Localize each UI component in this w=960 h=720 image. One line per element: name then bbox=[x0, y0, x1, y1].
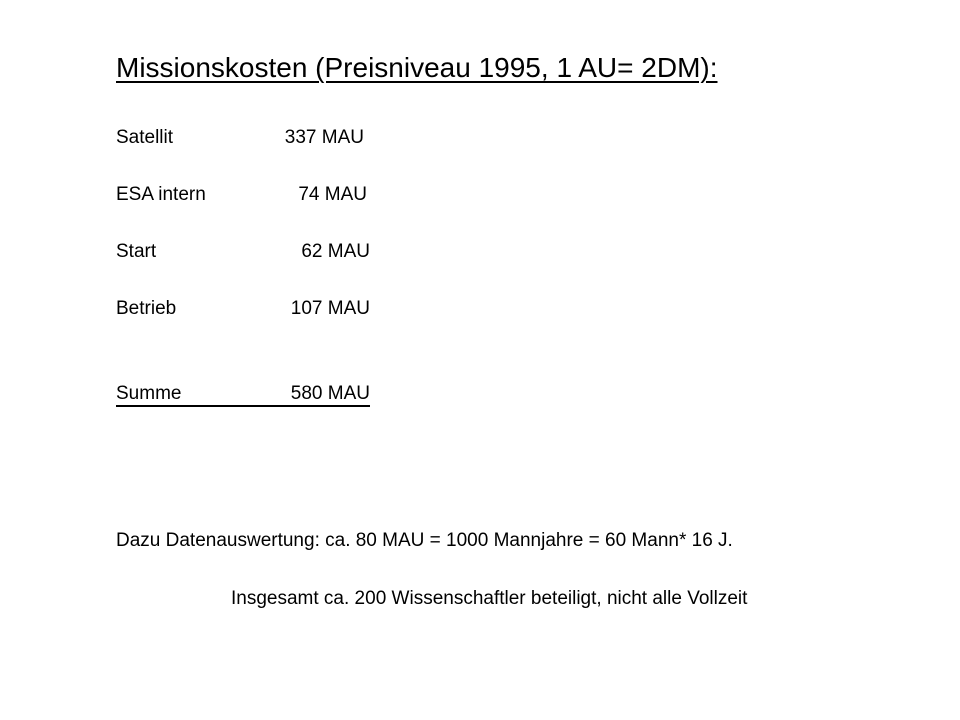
cost-label: ESA intern bbox=[116, 184, 206, 205]
total-value: 580 MAU bbox=[290, 383, 370, 404]
cost-row-satellit bbox=[116, 125, 364, 151]
slide-title: Missionskosten (Preisniveau 1995, 1 AU= 2DM): bbox=[116, 52, 718, 83]
cost-row-betrieb bbox=[116, 296, 370, 322]
cost-row-esa-intern bbox=[116, 182, 367, 208]
total-label: Summe bbox=[116, 383, 182, 404]
cost-row-start bbox=[116, 239, 370, 265]
cost-row-summe bbox=[116, 381, 370, 407]
cost-label: Start bbox=[116, 241, 157, 262]
cost-value: 107 MAU bbox=[290, 298, 370, 319]
cost-label: Satellit bbox=[116, 127, 174, 148]
note-wissenschaftler: Insgesamt ca. 200 Wissenschaftler beteiligt, nicht alle Vollzeit bbox=[231, 588, 748, 609]
cost-label: Betrieb bbox=[116, 298, 177, 319]
cost-value: 62 MAU bbox=[301, 241, 370, 262]
cost-value: 337 MAU bbox=[284, 127, 364, 148]
cost-value: 74 MAU bbox=[298, 184, 367, 205]
note-datenauswertung: Dazu Datenauswertung: ca. 80 MAU = 1000 Mannjahre = 60 Mann* 16 J. bbox=[116, 530, 733, 551]
